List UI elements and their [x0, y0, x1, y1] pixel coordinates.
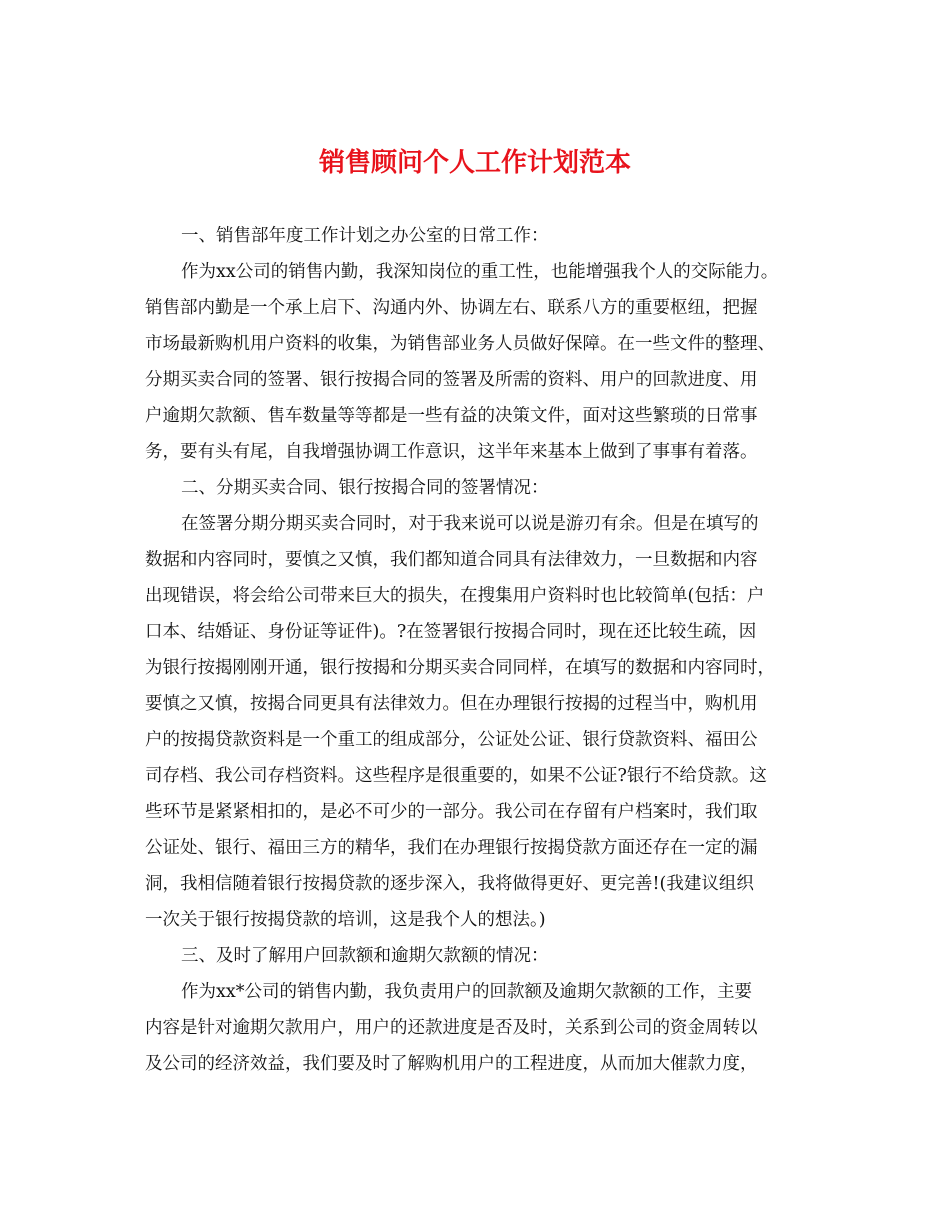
- paragraph-line: 洞，我相信随着银行按揭贷款的逐步深入，我将做得更好、更完善!(我建议组织: [145, 874, 754, 894]
- paragraph-line: 些环节是紧紧相扣的，是必不可少的一部分。我公司在存留有户档案时，我们取: [145, 802, 758, 822]
- paragraph-line: 一次关于银行按揭贷款的培训，这是我个人的想法。): [145, 910, 546, 930]
- heading-section-2: 二、分期买卖合同、银行按揭合同的签署情况：: [181, 478, 549, 498]
- paragraph-line: 分期买卖合同的签署、银行按揭合同的签署及所需的资料、用户的回款进度、用: [145, 370, 758, 390]
- paragraph-line: 户逾期欠款额、售车数量等等都是一些有益的决策文件，面对这些繁琐的日常事: [145, 406, 758, 426]
- document-title: 销售顾问个人工作计划范本: [318, 148, 631, 178]
- paragraph-line: 公证处、银行、福田三方的精华，我们在办理银行按揭贷款方面还存在一定的漏: [145, 838, 758, 858]
- paragraph-line: 在签署分期分期买卖合同时，对于我来说可以说是游刃有余。但是在填写的: [181, 514, 759, 534]
- heading-section-1: 一、销售部年度工作计划之办公室的日常工作：: [181, 226, 549, 246]
- paragraph-line: 作为xx公司的销售内勤，我深知岗位的重工性，也能增强我个人的交际能力。: [181, 262, 779, 282]
- paragraph-line: 市场最新购机用户资料的收集，为销售部业务人员做好保障。在一些文件的整理、: [145, 334, 775, 354]
- paragraph-line: 及公司的经济效益，我们要及时了解购机用户的工程进度，从而加大催款力度，: [145, 1054, 758, 1074]
- paragraph-line: 户的按揭贷款资料是一个重工的组成部分，公证处公证、银行贷款资料、福田公: [145, 730, 758, 750]
- paragraph-line: 为银行按揭刚刚开通，银行按揭和分期买卖合同同样，在填写的数据和内容同时，: [145, 658, 775, 678]
- paragraph-line: 内容是针对逾期欠款用户，用户的还款进度是否及时，关系到公司的资金周转以: [145, 1018, 758, 1038]
- paragraph-line: 出现错误，将会给公司带来巨大的损失，在搜集用户资料时也比较简单(包括：户: [145, 586, 765, 606]
- paragraph-line: 销售部内勤是一个承上启下、沟通内外、协调左右、联系八方的重要枢纽，把握: [145, 298, 758, 318]
- paragraph-line: 司存档、我公司存档资料。这些程序是很重要的，如果不公证?银行不给贷款。这: [145, 766, 767, 786]
- paragraph-line: 口本、结婚证、身份证等证件)。?在签署银行按揭合同时，现在还比较生疏，因: [145, 622, 757, 642]
- paragraph-line: 数据和内容同时，要慎之又慎，我们都知道合同具有法律效力，一旦数据和内容: [145, 550, 758, 570]
- heading-section-3: 三、及时了解用户回款额和逾期欠款额的情况：: [181, 946, 549, 966]
- paragraph-line: 务，要有头有尾，自我增强协调工作意识，这半年来基本上做到了事事有着落。: [145, 442, 758, 462]
- paragraph-line: 作为xx*公司的销售内勤，我负责用户的回款额及逾期欠款额的工作，主要: [181, 982, 752, 1002]
- paragraph-line: 要慎之又慎，按揭合同更具有法律效力。但在办理银行按揭的过程当中，购机用: [145, 694, 758, 714]
